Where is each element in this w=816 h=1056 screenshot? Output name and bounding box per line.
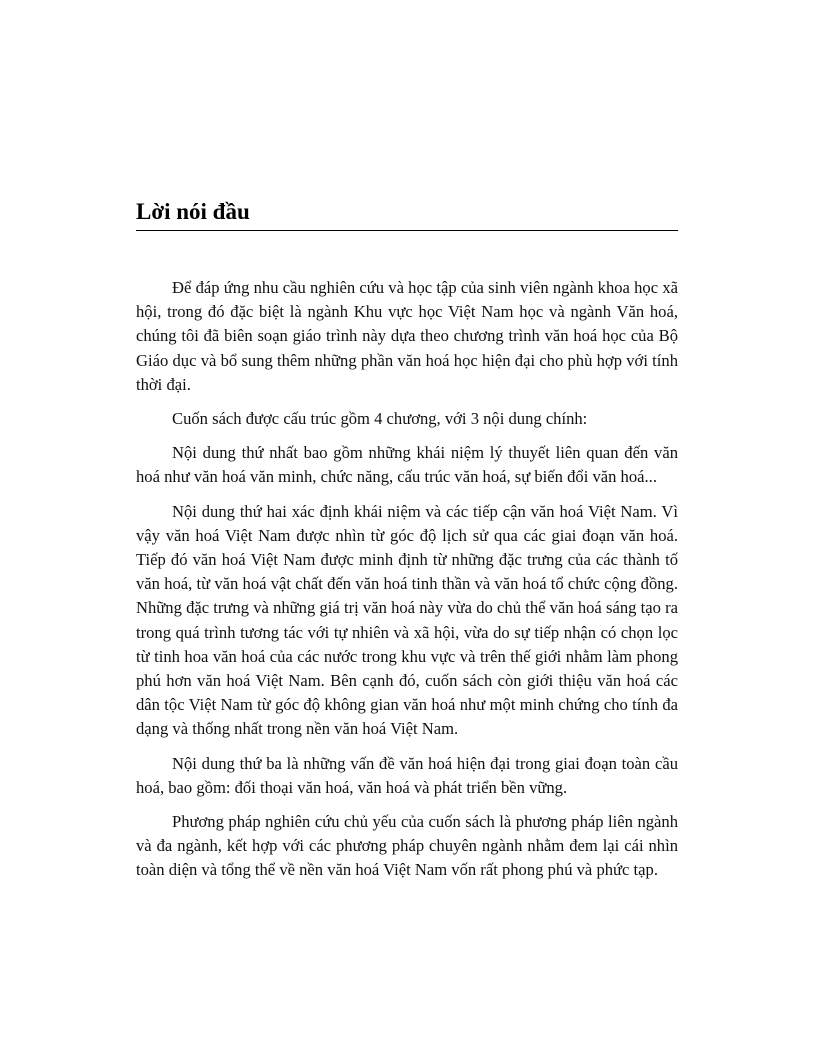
paragraph-6: Phương pháp nghiên cứu chủ yếu của cuốn sách là phương pháp liên ngành và đa ngành, kết hợp với các phương pháp chuyên ngành nhằm đem lại cái nhìn toàn diện và tổng thể về nền văn hoá Việt Nam vốn rất phong phú và phức tạp. (136, 812, 678, 880)
heading-block (136, 198, 678, 231)
page-title: Lời nói đầu (136, 199, 250, 224)
paragraph-3: Nội dung thứ nhất bao gồm những khái niệm lý thuyết liên quan đến văn hoá như văn hoá văn minh, chức năng, cấu trúc văn hoá, sự biến đổi văn hoá... (136, 443, 678, 487)
paragraph-4: Nội dung thứ hai xác định khái niệm và các tiếp cận văn hoá Việt Nam. Vì vậy văn hoá Việt Nam được nhìn từ góc độ lịch sử qua các giai đoạn văn hoá. Tiếp đó văn hoá Việt Nam được minh định từ những đặc trưng của các thành tố văn hoá, từ văn hoá vật chất đến văn hoá tinh thần và văn hoá tổ chức cộng đồng. Những đặc trưng và những giá trị văn hoá này vừa do chủ thể văn hoá sáng tạo ra trong quá trình tương tác với tự nhiên và xã hội, vừa do sự tiếp nhận có chọn lọc từ tinh hoa văn hoá của các nước trong khu vực và trên thế giới nhằm làm phong phú hơn văn hoá Việt Nam. Bên cạnh đó, cuốn sách còn giới thiệu văn hoá các dân tộc Việt Nam từ góc độ không gian văn hoá như một minh chứng cho tính đa dạng và thống nhất trong nền văn hoá Việt Nam. (136, 501, 678, 739)
heading-underline (136, 230, 678, 231)
paragraph-2: Cuốn sách được cấu trúc gồm 4 chương, với 3 nội dung chính: (172, 409, 588, 429)
body-text (136, 276, 678, 893)
paragraph-1: Để đáp ứng nhu cầu nghiên cứu và học tập của sinh viên ngành khoa học xã hội, trong đó đặc biệt là ngành Khu vực học Việt Nam học và ngành Văn hoá, chúng tôi đã biên soạn giáo trình này dựa theo chương trình văn hoá học của Bộ Giáo dục và bổ sung thêm những phần văn hoá học hiện đại cho phù hợp với tính thời đại. (136, 278, 678, 394)
paragraph-5: Nội dung thứ ba là những vấn đề văn hoá hiện đại trong giai đoạn toàn cầu hoá, bao gồm: đối thoại văn hoá, văn hoá và phát triển bền vững. (136, 753, 678, 797)
